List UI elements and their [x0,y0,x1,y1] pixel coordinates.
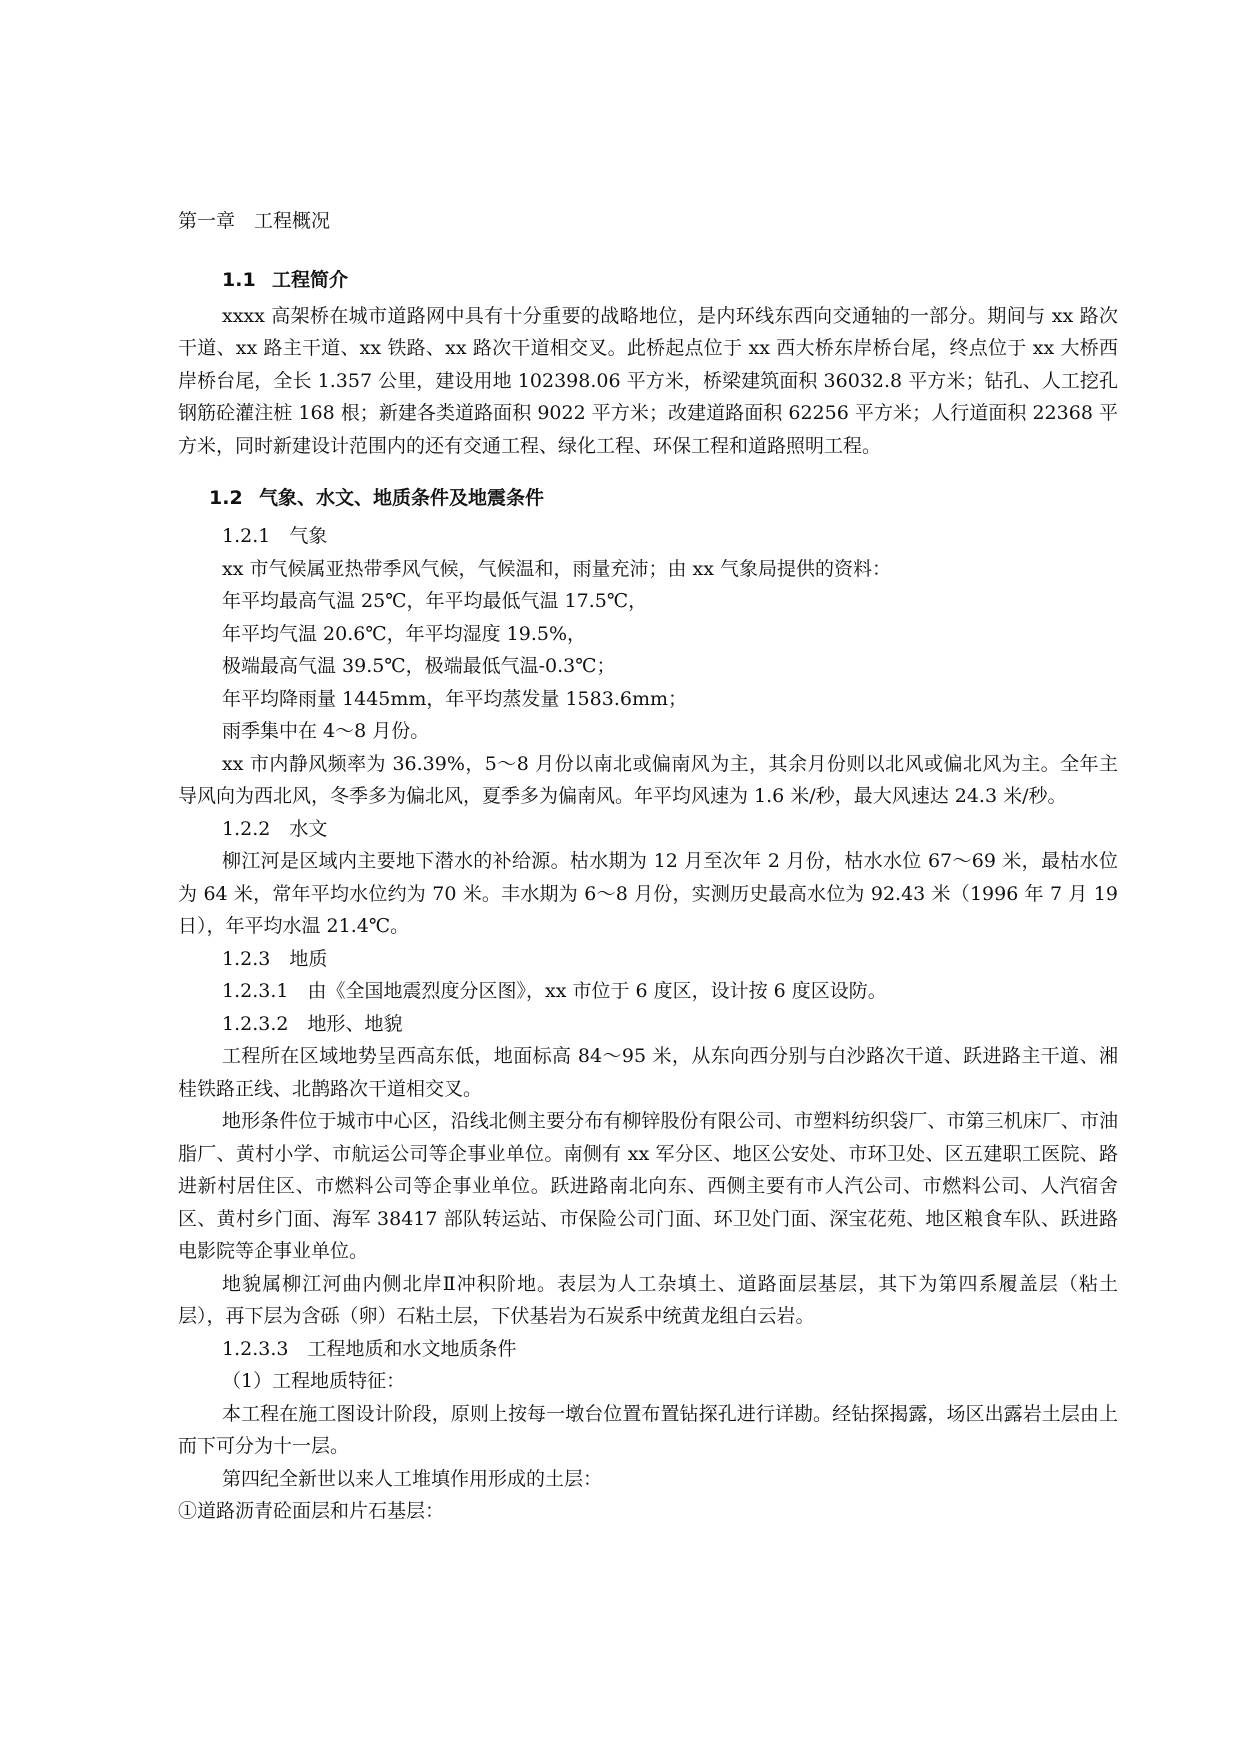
section-number: 1.1 [222,268,256,291]
section-heading-1-1 [178,264,1118,296]
document-content [178,205,1118,1528]
location-paragraph: 地形条件位于城市中心区，沿线北侧主要分布有柳锌股份有限公司、市塑料纺织袋厂、市第三机床厂、市油脂厂、黄村小学、市航运公司等企事业单位。南侧有 xx 军分区、地区公安处、市环卫处、区五建职工医院、路进新村居住区、市燃料公司等企事业单位。跃进路南北向东、西侧主要有市人汽公司、市燃料公司、人汽宿舍区、黄村乡门面、海军 38417 部队转运站、市保险公司门面、环卫处门面、深宝花苑、地区粮食车队、跃进路电影院等企事业单位。 [178,1110,1118,1262]
weather-line: 年平均气温 20.6℃，年平均湿度 19.5%， [222,622,586,645]
soil-layer-intro: 第四纪全新世以来人工堆填作用形成的土层： [222,1467,603,1490]
subsection-heading-geology: 1.2.3 地质 [222,947,328,970]
weather-line: 年平均最高气温 25℃，年平均最低气温 17.5℃， [222,590,648,612]
subsection-heading-terrain: 1.2.3.2 地形、地貌 [222,1012,403,1035]
landform-paragraph: 地貌属柳江河曲内侧北岸Ⅱ冲积阶地。表层为人工杂填土、道路面层基层，其下为第四系履盖层（粘土层），再下层为含砾（卵）石粘土层，下伏基岩为石炭系中统黄龙组白云岩。 [178,1272,1118,1327]
chapter-title: 第一章 工程概况 [178,210,331,232]
subsection-heading-weather: 1.2.1 气象 [222,525,328,547]
wind-paragraph: xx 市内静风频率为 36.39%，5～8 月份以南北或偏南风为主，其余月份则以北风或偏北风为主。全年主导风向为西北风，冬季多为偏北风，夏季多为偏南风。年平均风速为 1.6 米/秒，最大风速达 24.3 米/秒。 [178,752,1118,807]
section-number: 1.2 [209,487,243,509]
project-intro-paragraph: xxxx 高架桥在城市道路网中具有十分重要的战略地位，是内环线东西向交通轴的一部分。期间与 xx 路次干道、xx 路主干道、xx 铁路、xx 路次干道相交叉。此桥起点位于 xx 西大桥东岸桥台尾，终点位于 xx 大桥西岸桥台尾，全长 1.357 公里，建设用地 102398.06 平方米，桥梁建筑面积 36032.8 平方米；钻孔、人工挖孔钢筋砼灌注桩 168 根；新建各类道路面积 9022 平方米；改建道路面积 62256 平方米；人行道面积 22368 平方米，同时新建设计范围内的还有交通工程、绿化工程、环保工程和道路照明工程。 [178,304,1118,457]
subsection-heading-hydrology: 1.2.2 水文 [222,817,328,840]
weather-line: 极端最高气温 39.5℃，极端最低气温-0.3℃； [222,655,616,677]
geology-feature-heading: （1）工程地质特征： [222,1370,406,1392]
soil-layer-item: ①道路沥青砼面层和片石基层： [178,1500,445,1522]
terrain-paragraph: 工程所在区域地势呈西高东低，地面标高 84～95 米，从东向西分别与白沙路次干道、跃进路主干道、湘桂铁路正线、北鹊路次干道相交叉。 [178,1045,1118,1100]
drilling-paragraph: 本工程在施工图设计阶段，原则上按每一墩台位置布置钻探孔进行详勘。经钻探揭露，场区出露岩土层由上而下可分为十一层。 [178,1402,1118,1457]
weather-line: xx 市气候属亚热带季风气候，气候温和，雨量充沛；由 xx 气象局提供的资料： [222,557,891,580]
section-heading-1-2 [178,482,1118,514]
hydrology-paragraph: 柳江河是区域内主要地下潜水的补给源。枯水期为 12 月至次年 2 月份，枯水水位 67～69 米，最枯水位为 64 米，常年平均水位约为 70 米。丰水期为 6～8 月份，实测历史最高水位为 92.43 米（1996 年 7 月 19 日），年平均水温 21.4℃。 [178,850,1118,937]
weather-line: 雨季集中在 4～8 月份。 [222,720,430,742]
section-title: 气象、水文、地质条件及地震条件 [259,487,545,509]
section-title: 工程简介 [272,268,349,291]
seismic-line: 1.2.3.1 由《全国地震烈度分区图》，xx 市位于 6 度区，设计按 6 度区设防。 [222,980,887,1002]
weather-line: 年平均降雨量 1445mm，年平均蒸发量 1583.6mm； [222,687,687,710]
subsection-heading-engineering-geology: 1.2.3.3 工程地质和水文地质条件 [222,1337,517,1360]
